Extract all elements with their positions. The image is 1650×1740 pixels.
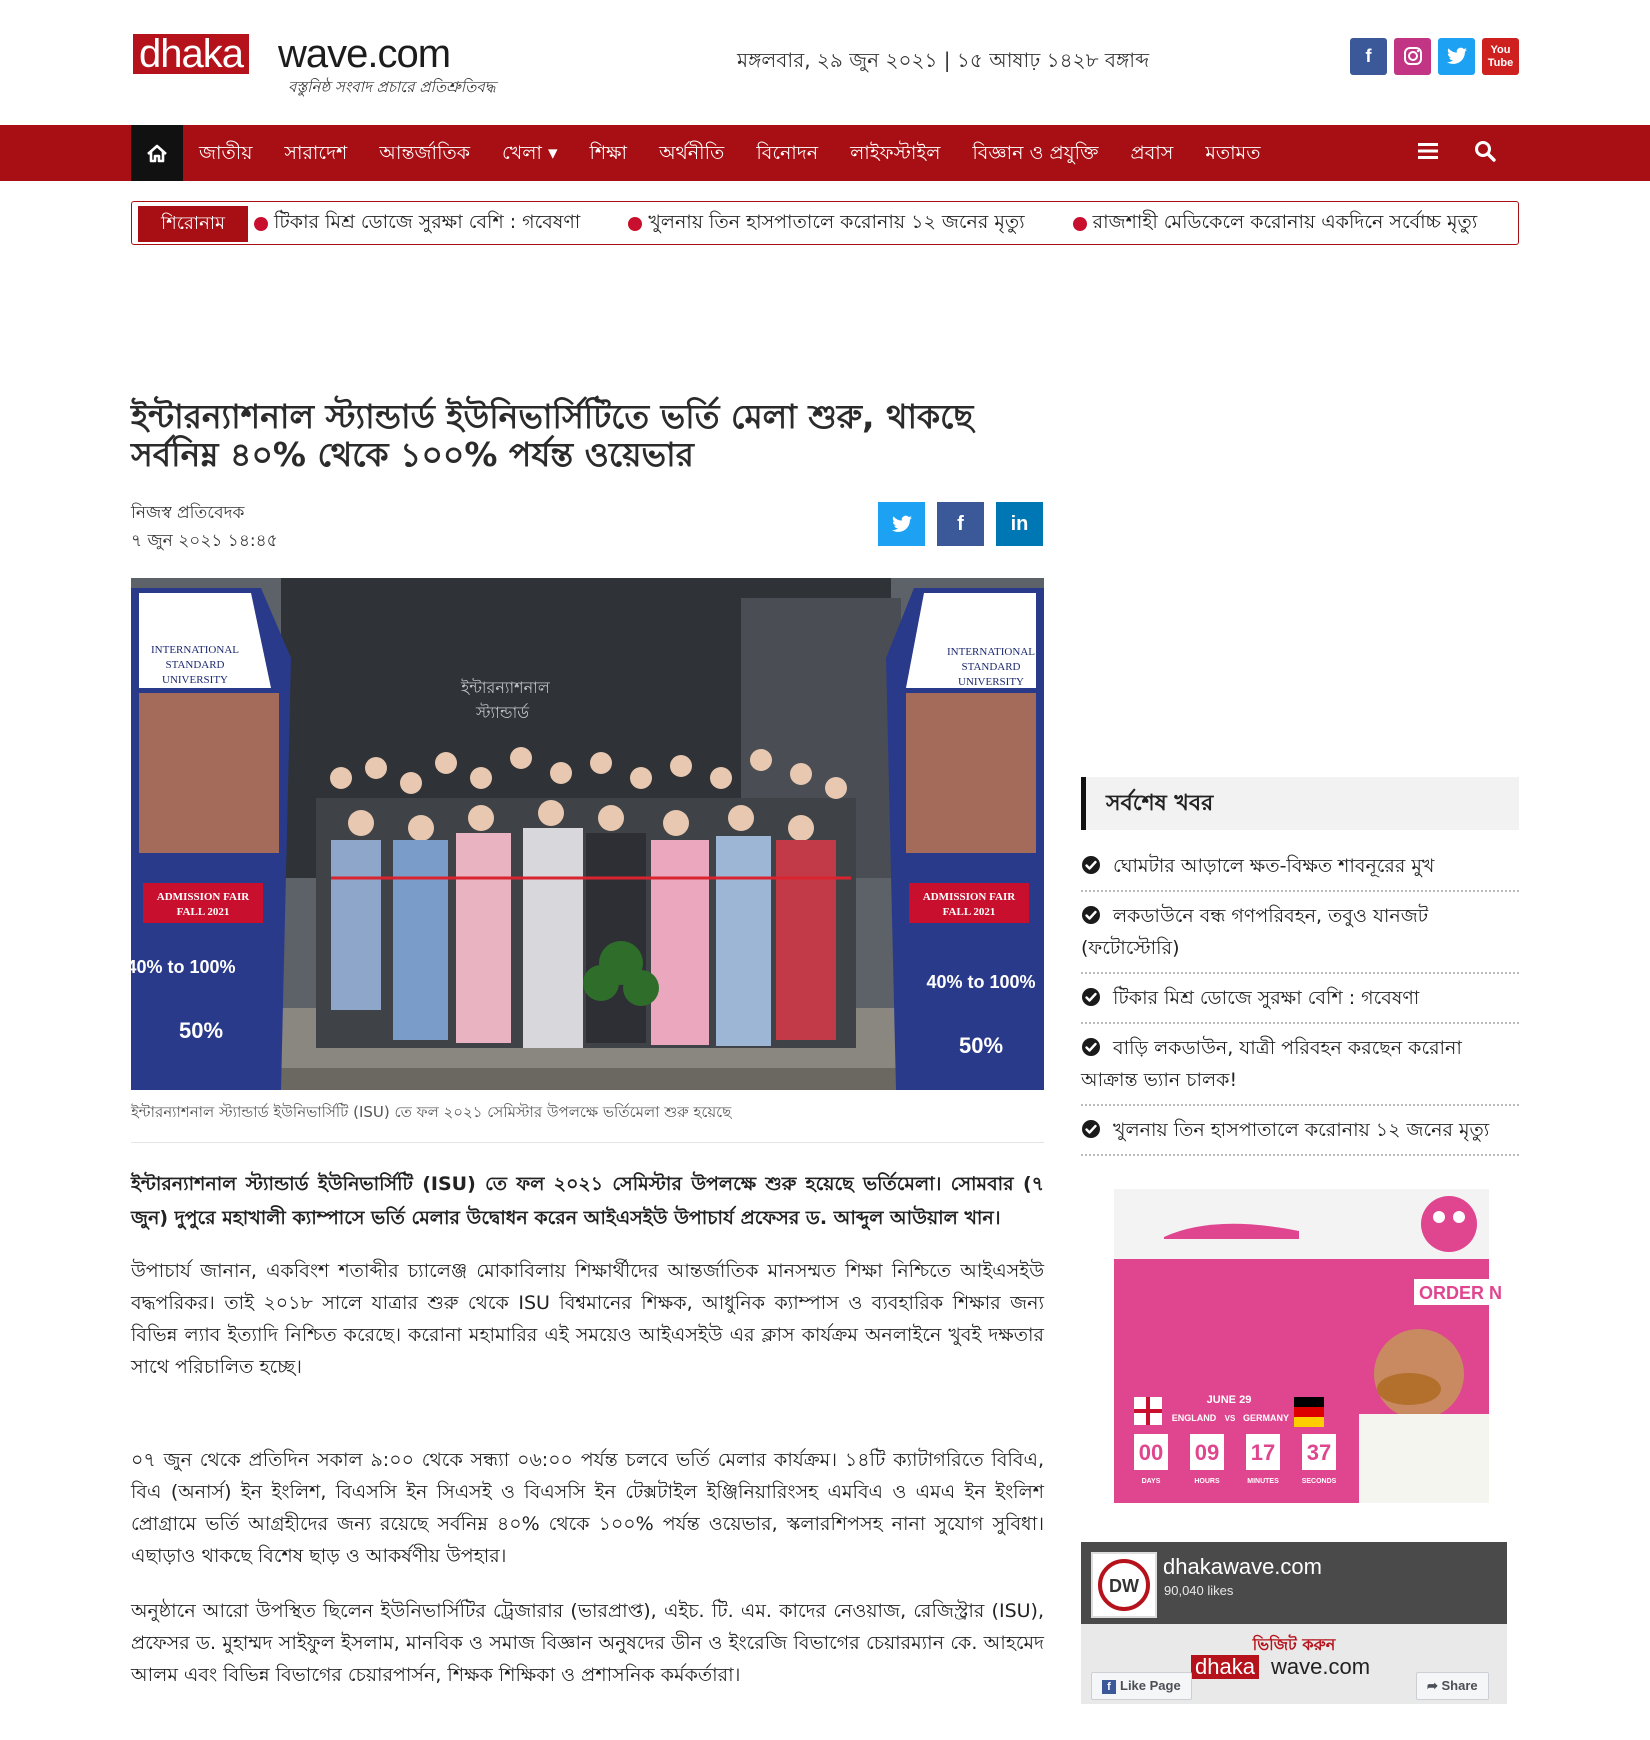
svg-text:50%: 50% <box>958 1033 1004 1058</box>
logo-text-wave: wave.com <box>278 32 451 76</box>
svg-text:ADMISSION FAIR: ADMISSION FAIR <box>156 891 250 903</box>
photo-caption: ইন্টারন্যাশনাল স্ট্যান্ডার্ড ইউনিভার্সিটি (ISU) তে ফল ২০২১ সেমিস্টার উপলক্ষে ভর্তিমেলা শুরু হয়েছে <box>131 1101 1044 1143</box>
nav-item[interactable]: অর্থনীতি <box>659 142 725 164</box>
ticker-label: শিরোনাম <box>138 206 248 242</box>
countdown-value: 00 <box>1138 1440 1164 1465</box>
latest-news-title: সর্বশেষ খবর <box>1081 777 1519 830</box>
header-date: মঙ্গলবার, ২৯ জুন ২০২১ | ১৫ আষাঢ় ১৪২৮ বঙ্গাব্দ <box>737 48 1150 72</box>
article-paragraph-3: অনুষ্ঠানে আরো উপস্থিত ছিলেন ইউনিভার্সিটির ট্রেজারার (ভারপ্রাপ্ত), এইচ. টি. এম. কাদের নেওয়াজ, রেজিস্ট্রার (ISU), প্রফেসর ড. মুহাম্মদ সাইফুল ইসলাম, মানবিক ও সমাজ বিজ্ঞান অনুষদের ডীন ও ইংরেজি বিভাগের চেয়ারম্যান কে. আহমেদ আলম এবং বিভিন্ন বিভাগের চেয়ারপার্সন, শিক্ষক শিক্ষিকা ও প্রশাসনিক কর্মকর্তারা। <box>131 1600 1044 1686</box>
byline <box>131 499 278 555</box>
check-circle-icon <box>1081 905 1101 925</box>
ticker-item[interactable] <box>248 202 580 246</box>
menu-icon[interactable] <box>1418 141 1440 165</box>
ticker-item-text: টিকার মিশ্র ডোজে সুরক্ষা বেশি : গবেষণা <box>274 211 581 233</box>
share-icon: ➦ <box>1427 1678 1442 1693</box>
share-linkedin-button[interactable]: in <box>996 502 1043 546</box>
countdown-label: MINUTES <box>1247 1478 1279 1485</box>
svg-text:INTERNATIONAL: INTERNATIONAL <box>947 646 1035 658</box>
nav-item[interactable]: লাইফস্টাইল <box>850 142 941 164</box>
latest-news-text: খুলনায় তিন হাসপাতালে করোনায় ১২ জনের মৃত্যু <box>1113 1119 1490 1141</box>
latest-news-item[interactable] <box>1081 842 1519 892</box>
svg-text:40% to 100%: 40% to 100% <box>926 972 1036 992</box>
check-circle-icon <box>1081 1037 1101 1057</box>
nav-items <box>183 125 1276 181</box>
svg-text:40% to 100%: 40% to 100% <box>126 957 236 977</box>
latest-news-item[interactable] <box>1081 1106 1519 1156</box>
article-paragraph-1: উপাচার্য জানান, একবিংশ শতাব্দীর চ্যালেঞ্জ মোকাবিলায় শিক্ষার্থীদের আন্তর্জাতিক মানসম্মত শিক্ষা নিশ্চিতে আইএসইউ বদ্ধপরিকর। তাই ২০১৮ সালে যাত্রার শুরু থেকে ISU বিশ্বমানের শিক্ষক, আধুনিক ক্যাম্পাস ও ব্যবহারিক শিক্ষার জন্য বিভিন্ন ল্যাব ইত্যাদি নিশ্চিত করেছে। করোনা মহামারির এই সময়েও আইএসইউ এর ক্লাস কার্যক্রম অনলাইনে খুবই দক্ষতার সাথে পরিচালিত হচ্ছে। <box>131 1260 1044 1378</box>
nav-item[interactable]: সারাদেশ <box>284 142 348 164</box>
logo-tagline: বস্তুনিষ্ঠ সংবাদ প্রচারে প্রতিশ্রুতিবদ্ধ <box>288 78 496 96</box>
ticker-item[interactable] <box>622 202 1024 246</box>
ticker-item-text: রাজশাহী মেডিকেলে করোনায় একদিনে সর্বোচ্চ মৃত্যু <box>1092 211 1478 233</box>
nav-item[interactable]: জাতীয় <box>199 142 253 164</box>
fb-like-page-button[interactable]: f Like Page <box>1091 1672 1192 1700</box>
latest-news-item[interactable] <box>1081 974 1519 1024</box>
svg-text:50%: 50% <box>178 1018 224 1043</box>
article-photo <box>126 578 1044 1090</box>
site-logo[interactable] <box>133 32 496 96</box>
svg-text:FALL 2021: FALL 2021 <box>942 906 996 918</box>
check-circle-icon <box>1081 987 1101 1007</box>
latest-news-text: বাড়ি লকডাউন, যাত্রী পরিবহন করছেন করোনা আক্রান্ত ভ্যান চালক! <box>1081 1037 1462 1091</box>
fb-page-name[interactable]: dhakawave.com <box>1163 1554 1322 1579</box>
latest-news-text: টিকার মিশ্র ডোজে সুরক্ষা বেশি : গবেষণা <box>1113 987 1420 1009</box>
headline-ticker <box>131 201 1519 245</box>
bullet-icon <box>1073 217 1087 231</box>
svg-text:ENGLAND: ENGLAND <box>1171 1413 1217 1423</box>
svg-text:GERMANY: GERMANY <box>1242 1413 1290 1423</box>
nav-item[interactable]: শিক্ষা <box>589 142 628 164</box>
svg-text:UNIVERSITY: UNIVERSITY <box>162 674 228 686</box>
nav-item[interactable]: প্রবাস <box>1130 142 1174 164</box>
countdown-label: DAYS <box>1141 1478 1161 1485</box>
countdown-label: SECONDS <box>1301 1478 1337 1485</box>
countdown-value: 09 <box>1194 1440 1220 1465</box>
latest-news-item[interactable] <box>1081 892 1519 974</box>
nav-item[interactable]: খেলা ▾ <box>502 142 558 164</box>
facebook-icon[interactable]: f <box>1350 38 1387 75</box>
countdown-value: 17 <box>1250 1440 1276 1465</box>
svg-text:INTERNATIONAL: INTERNATIONAL <box>151 644 239 656</box>
facebook-icon: f <box>1102 1680 1116 1694</box>
svg-text:UNIVERSITY: UNIVERSITY <box>958 676 1024 688</box>
article-lead: ইন্টারন্যাশনাল স্ট্যান্ডার্ড ইউনিভার্সিটি (ISU) তে ফল ২০২১ সেমিস্টার উপলক্ষে শুরু হয়েছে ভর্তিমেলা। সোমবার (৭ জুন) দুপুরে মহাখালী ক্যাম্পাসে ভর্তি মেলার উদ্বোধন করেন আইএসইউ উপাচার্য প্রফেসর ড. আব্দুল আউয়াল খান। <box>131 1173 1044 1229</box>
countdown-label: HOURS <box>1194 1478 1220 1485</box>
advertisement[interactable] <box>1114 1189 1503 1503</box>
svg-text:DW: DW <box>1109 1576 1139 1596</box>
twitter-icon[interactable] <box>1438 38 1475 75</box>
svg-text:FALL 2021: FALL 2021 <box>176 906 230 918</box>
ticker-item[interactable] <box>1067 202 1478 246</box>
svg-text:ইন্টারন্যাশনাল: ইন্টারন্যাশনাল <box>461 678 550 697</box>
social-links <box>1350 38 1519 75</box>
share-buttons <box>878 502 1043 546</box>
fb-visit-text: ভিজিট করুন <box>1252 1635 1336 1654</box>
check-circle-icon <box>1081 855 1101 875</box>
check-circle-icon <box>1081 1119 1101 1139</box>
publish-datetime: ৭ জুন ২০২১ ১৪:৪৫ <box>131 531 278 551</box>
fb-share-button[interactable]: ➦ Share <box>1416 1672 1489 1700</box>
main-nav <box>0 125 1650 181</box>
share-twitter-button[interactable] <box>878 502 925 546</box>
nav-item[interactable]: মতামত <box>1205 142 1261 164</box>
latest-news-list <box>1081 842 1519 1156</box>
fb-page-avatar <box>1091 1552 1157 1618</box>
svg-text:ADMISSION FAIR: ADMISSION FAIR <box>922 891 1016 903</box>
youtube-icon[interactable]: You Tube <box>1482 38 1519 75</box>
bullet-icon <box>254 217 268 231</box>
nav-item[interactable]: বিজ্ঞান ও প্রযুক্তি <box>972 142 1099 164</box>
nav-item[interactable]: আন্তর্জাতিক <box>379 142 471 164</box>
fb-cover-logo-dhaka: dhaka <box>1191 1655 1259 1679</box>
fb-page-likes: 90,040 likes <box>1164 1583 1234 1598</box>
svg-text:STANDARD: STANDARD <box>961 661 1021 673</box>
latest-news-text: ঘোমটার আড়ালে ক্ষত-বিক্ষত শাবনূরের মুখ <box>1113 855 1435 877</box>
countdown-value: 37 <box>1306 1440 1332 1465</box>
share-facebook-button[interactable]: f <box>937 502 984 546</box>
ad-order-text: ORDER N <box>1419 1283 1503 1303</box>
home-icon[interactable] <box>131 125 183 181</box>
ticker-item-text: খুলনায় তিন হাসপাতালে করোনায় ১২ জনের মৃত্যু <box>648 211 1025 233</box>
author: নিজস্ব প্রতিবেদক <box>131 503 245 523</box>
facebook-page-widget[interactable] <box>1081 1542 1507 1704</box>
svg-text:JUNE 29: JUNE 29 <box>1206 1394 1252 1406</box>
svg-text:VS: VS <box>1224 1414 1236 1423</box>
fb-cover-logo-wave: wave.com <box>1271 1654 1371 1679</box>
bullet-icon <box>628 217 642 231</box>
article-headline: ইন্টারন্যাশনাল স্ট্যান্ডার্ড ইউনিভার্সিটিতে ভর্তি মেলা শুরু, থাকছে সর্বনিম্ন ৪০% থেকে ১০০% পর্যন্ত ওয়েভার <box>131 397 974 474</box>
svg-text:STANDARD: STANDARD <box>165 659 225 671</box>
search-icon[interactable] <box>1474 140 1496 166</box>
logo-text-dhaka: dhaka <box>133 34 249 74</box>
latest-news-text: লকডাউনে বন্ধ গণপরিবহন, তবুও যানজট (ফটোস্টোরি) <box>1081 905 1429 959</box>
nav-item[interactable]: বিনোদন <box>756 142 819 164</box>
instagram-icon[interactable] <box>1394 38 1431 75</box>
article-paragraph-2: ০৭ জুন থেকে প্রতিদিন সকাল ৯:০০ থেকে সন্ধ্যা ০৬:০০ পর্যন্ত চলবে ভর্তি মেলার কার্যক্রম। ১৪টি ক্যাটাগরিতে বিবিএ, বিএ (অনার্স) ইন ইংলিশ, বিএসসি ইন সিএসই ও বিএসসি ইন টেক্সটাইল ইঞ্জিনিয়ারিংসহ এমবিএ ও এমএ ইন ইংলিশ প্রোগ্রামে ভর্তি আগ্রহীদের জন্য রয়েছে সর্বনিম্ন ৪০% থেকে ১০০% পর্যন্ত ওয়েভার, স্কলারশিপসহ নানা সুযোগ সুবিধা। এছাড়াও থাকছে বিশেষ ছাড় ও আকর্ষণীয় উপহার। <box>131 1449 1044 1567</box>
ticker-items <box>248 202 1519 246</box>
latest-news-item[interactable] <box>1081 1024 1519 1106</box>
svg-text:স্ট্যান্ডার্ড: স্ট্যান্ডার্ড <box>476 703 529 722</box>
